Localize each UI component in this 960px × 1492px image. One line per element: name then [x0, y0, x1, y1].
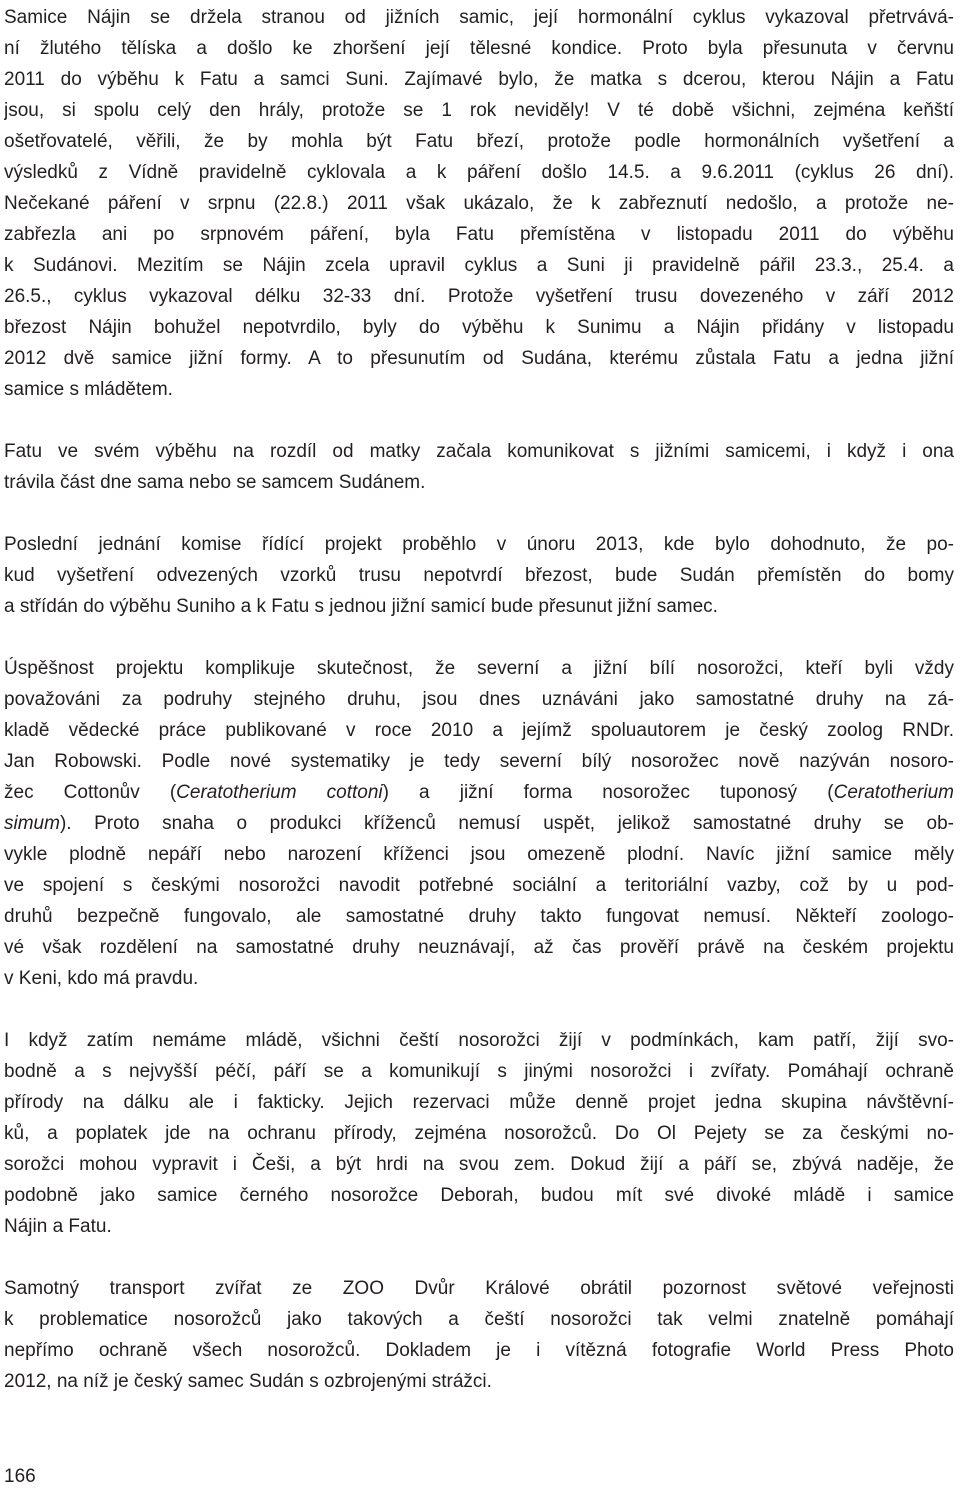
- text-line: ve spojení s českými nosorožci navodit potřebné sociální a teritoriální vazby, což by u pod-: [4, 875, 954, 896]
- text-line: 2012 dvě samice jižní formy. A to přesunutím od Sudána, kterému zůstala Fatu a jedna jižní: [4, 348, 954, 369]
- species-name: Ceratotherium cottoni: [176, 782, 383, 803]
- text-line: ní žlutého tělíska a došlo ke zhoršení její tělesné kondice. Proto byla přesunuta v červnu: [4, 38, 954, 59]
- text-line: Nečekané páření v srpnu (22.8.) 2011 však ukázalo, že k zabřeznutí nedošlo, a protože ne-: [4, 193, 954, 214]
- page-body: [4, 2, 954, 1397]
- page-number: 166: [4, 1466, 36, 1487]
- text-line: vé však rozdělení na samostatné druhy neuznávají, až čas prověří právě na českém projektu: [4, 937, 954, 958]
- text-line: 2012, na níž je český samec Sudán s ozbrojenými strážci.: [4, 1371, 492, 1392]
- text-line: I když zatím nemáme mládě, všichni čeští nosorožci žijí v podmínkách, kam patří, žijí svo-: [4, 1030, 954, 1051]
- text-line: Poslední jednání komise řídící projekt proběhlo v únoru 2013, kde bylo dohodnuto, že po-: [4, 534, 954, 555]
- text-line: vykle plodně nepáří nebo narození kříženci jsou omezeně plodní. Navíc jižní samice měly: [4, 844, 954, 865]
- text-line: nepřímo ochraně všech nosorožců. Dokladem je i vítězná fotografie World Press Photo: [4, 1340, 954, 1361]
- text-line: Úspěšnost projektu komplikuje skutečnost, že severní a jižní bílí nosorožci, kteří byli vždy: [4, 658, 954, 679]
- text-line: k problematice nosorožců jako takových a čeští nosorožci tak velmi znatelně pomáhají: [4, 1309, 954, 1330]
- text-line: jsou, si spolu celý den hrály, protože se 1 rok neviděly! V té době všichni, zejména keňští: [4, 100, 954, 121]
- text-line: Jan Robowski. Podle nové systematiky je tedy severní bílý nosorožec nově nazýván nosoro-: [4, 751, 954, 772]
- paragraph-1: [4, 2, 954, 405]
- text-line: a střídán do výběhu Suniho a k Fatu s jednou jižní samicí bude přesunut jižní samec.: [4, 596, 718, 617]
- text-line: přírody na dálku ale i fakticky. Jejich rezervaci může denně projet jedna skupina návštěvní-: [4, 1092, 954, 1113]
- text-line: ků, a poplatek jde na ochranu přírody, zejména nosorožců. Do Ol Pejety se za českými no-: [4, 1123, 954, 1144]
- text-line: ošetřovatelé, věřili, že by mohla být Fatu březí, protože podle hormonálních vyšetření a: [4, 131, 954, 152]
- text-line: 26.5., cyklus vykazoval délku 32-33 dní. Protože vyšetření trusu dovezeného v září 2012: [4, 286, 954, 307]
- text-line: březost Nájin bohužel nepotvrdilo, byly do výběhu k Sunimu a Nájin přidány v listopadu: [4, 317, 954, 338]
- text-line: Nájin a Fatu.: [4, 1216, 112, 1237]
- text-line: 2011 do výběhu k Fatu a samci Suni. Zajímavé bylo, že matka s dcerou, kterou Nájin a Fatu: [4, 69, 954, 90]
- text-line: Samotný transport zvířat ze ZOO Dvůr Králové obrátil pozornost světové veřejnosti: [4, 1278, 954, 1299]
- text-line: Fatu ve svém výběhu na rozdíl od matky začala komunikovat s jižními samicemi, i když i ona: [4, 441, 954, 462]
- text-line: sorožci mohou vypravit i Češi, a být hrdi na svou zem. Dokud žijí a páří se, zbývá naděje, že: [4, 1154, 954, 1175]
- paragraph-5: [4, 1025, 954, 1242]
- text-line-with-italic: simum). Proto snaha o produkci kříženců nemusí uspět, jelikož samostatné druhy se ob-: [4, 813, 954, 834]
- text-line: samice s mládětem.: [4, 379, 173, 400]
- text-line: Samice Nájin se držela stranou od jižních samic, její hormonální cyklus vykazoval přetrvává-: [4, 7, 954, 28]
- species-name: Ceratotherium: [833, 782, 954, 803]
- text-line: druhů bezpečně fungovalo, ale samostatné druhy takto fungovat nemusí. Někteří zoologo-: [4, 906, 954, 927]
- paragraph-3: [4, 529, 954, 622]
- text-line: k Sudánovi. Mezitím se Nájin zcela upravil cyklus a Suni ji pravidelně pářil 23.3., 25.4. a: [4, 255, 954, 276]
- text-line: trávila část dne sama nebo se samcem Sudánem.: [4, 472, 426, 493]
- paragraph-4: [4, 653, 954, 994]
- text-line: bodně a s nejvyšší péčí, páří se a komunikují s jinými nosorožci i zvířaty. Pomáhají ochraně: [4, 1061, 954, 1082]
- text-line: v Keni, kdo má pravdu.: [4, 968, 199, 989]
- paragraph-6: [4, 1273, 954, 1397]
- text-line: zabřezla ani po srpnovém páření, byla Fatu přemístěna v listopadu 2011 do výběhu: [4, 224, 954, 245]
- text-line: výsledků z Vídně pravidelně cyklovala a k páření došlo 14.5. a 9.6.2011 (cyklus 26 dní).: [4, 162, 954, 183]
- text-line: považováni za podruhy stejného druhu, jsou dnes uznáváni jako samostatné druhy na zá-: [4, 689, 954, 710]
- text-line-with-italic: žec Cottonův (Ceratotherium cottoni) a jižní forma nosorožec tuponosý (Ceratotherium: [4, 782, 954, 803]
- text-line: kladě vědecké práce publikované v roce 2010 a jejímž spoluautorem je český zoolog RNDr.: [4, 720, 954, 741]
- text-line: kud vyšetření odvezených vzorků trusu nepotvrdí březost, bude Sudán přemístěn do bomy: [4, 565, 954, 586]
- paragraph-2: [4, 436, 954, 498]
- species-name: simum: [4, 813, 60, 834]
- text-line: podobně jako samice černého nosorožce Deborah, budou mít své divoké mládě i samice: [4, 1185, 954, 1206]
